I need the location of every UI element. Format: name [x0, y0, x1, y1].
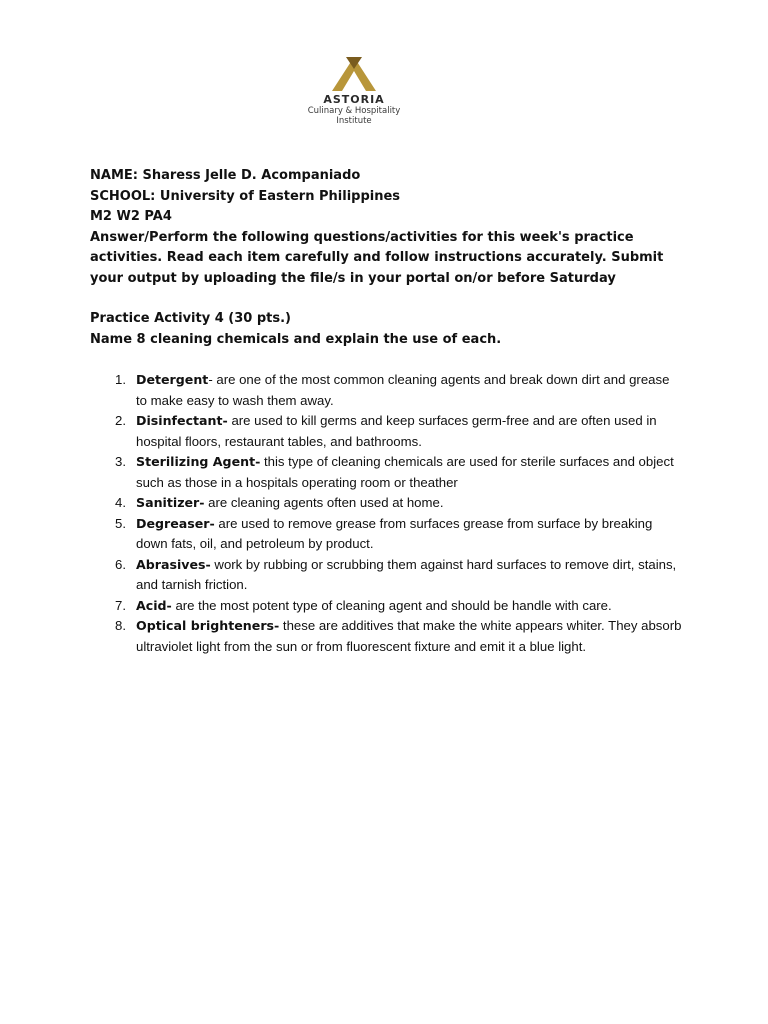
item-number: 4.: [115, 495, 126, 510]
item-term: Sterilizing Agent-: [136, 454, 261, 469]
activity-title: Practice Activity 4 (30 pts.): [90, 311, 291, 326]
institute-logo: [296, 55, 412, 126]
item-number: 6.: [115, 556, 126, 572]
list-item: [104, 493, 684, 514]
item-number: 7.: [115, 597, 126, 613]
list-item: [104, 616, 684, 657]
list-item: [104, 370, 684, 411]
item-description: work by rubbing or scrubbing them against hard surfaces to remove dirt, stains, and tarnish friction.: [136, 556, 677, 592]
school-name: SCHOOL: University of Eastern Philippines: [90, 188, 401, 204]
logo-subtitle-line2: Institute: [336, 116, 372, 126]
item-term: Acid-: [136, 597, 172, 613]
item-term: Abrasives-: [136, 556, 211, 572]
spacer: [90, 289, 680, 309]
module-code: M2 W2 PA4: [90, 209, 172, 224]
item-description: are cleaning agents often used at home.: [204, 495, 444, 510]
astoria-a-logo-icon: [328, 55, 380, 93]
item-term: Detergent: [136, 372, 209, 387]
item-description: are the most potent type of cleaning agent and should be handle with care.: [171, 597, 612, 613]
item-term: Optical brighteners-: [136, 618, 280, 633]
item-term: Disinfectant-: [136, 413, 228, 428]
list-item: [104, 596, 684, 617]
item-term: Sanitizer-: [136, 495, 205, 510]
item-term: Degreaser-: [136, 515, 215, 531]
item-description: - are one of the most common cleaning agents and break down dirt and grease to make easy to wash them away.: [136, 372, 670, 408]
document-header: [90, 166, 680, 350]
activity-prompt: Name 8 cleaning chemicals and explain the use of each.: [90, 331, 502, 347]
instructions-text: Answer/Perform the following questions/activities for this week's practice activities. Read each item carefully and follow instructions accurately. Submit your output by uploading the file/s in your portal on/or before Saturday: [90, 229, 664, 286]
item-number: 8.: [115, 618, 126, 633]
item-number: 2.: [115, 413, 126, 428]
list-item: [104, 452, 684, 493]
cleaning-chemicals-list: [104, 370, 684, 657]
item-description: are used to remove grease from surfaces grease from surface by breaking down fats, oil, and petroleum by product.: [136, 515, 653, 551]
item-description: are used to kill germs and keep surfaces germ-free and are often used in hospital floors, restaurant tables, and bathrooms.: [136, 413, 657, 449]
logo-name: ASTORIA: [323, 93, 385, 106]
logo-subtitle-line1: Culinary & Hospitality: [307, 106, 401, 116]
list-item: [104, 514, 684, 555]
list-item: [104, 411, 684, 452]
list-item: [104, 555, 684, 596]
item-number: 3.: [115, 454, 126, 469]
item-number: 1.: [115, 372, 126, 387]
item-description: these are additives that make the white appears whiter. They absorb ultraviolet light from the sun or from fluorescent fixture and emit it a blue light.: [136, 618, 682, 654]
student-name: NAME: Sharess Jelle D. Acompaniado: [90, 168, 361, 183]
item-number: 5.: [115, 515, 126, 531]
item-description: this type of cleaning chemicals are used for sterile surfaces and object such as those in a hospitals operating room or theather: [136, 454, 674, 490]
